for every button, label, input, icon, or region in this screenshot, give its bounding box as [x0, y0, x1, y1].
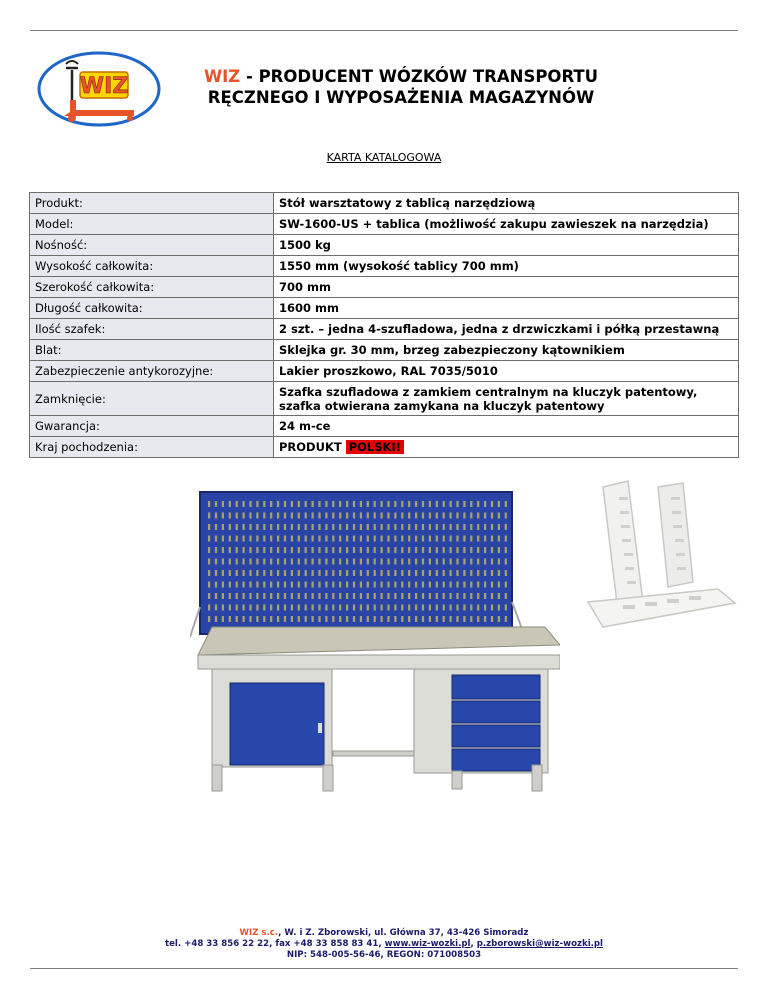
- spec-row: [30, 193, 739, 214]
- workbench-image: [190, 487, 560, 793]
- spec-value: 700 mm: [274, 277, 739, 298]
- footer-phone-fax: tel. +48 33 856 22 22, fax +48 33 858 83 41,: [165, 939, 385, 949]
- origin-text: PRODUKT: [279, 440, 342, 454]
- footer-address: , W. i Z. Zborowski, ul. Główna 37, 43-426 Simoradz: [278, 928, 529, 938]
- spec-row: [30, 256, 739, 277]
- spec-value: 24 m-ce: [274, 416, 739, 437]
- spec-row: [30, 298, 739, 319]
- spec-value: Sklejka gr. 30 mm, brzeg zabezpieczony kątownikiem: [274, 340, 739, 361]
- spec-label: Model:: [30, 214, 274, 235]
- footer-website-link[interactable]: www.wiz-wozki.pl: [384, 939, 471, 949]
- spec-row: [30, 382, 739, 416]
- spec-value: 1500 kg: [274, 235, 739, 256]
- spec-value: 1550 mm (wysokość tablicy 700 mm): [274, 256, 739, 277]
- spec-row: [30, 319, 739, 340]
- spec-label: Szerokość całkowita:: [30, 277, 274, 298]
- spec-row: [30, 340, 739, 361]
- spec-table: [29, 192, 739, 458]
- spec-row: [30, 277, 739, 298]
- spec-value: 2 szt. – jedna 4-szufladowa, jedna z drzwiczkami i półką przestawną: [274, 319, 739, 340]
- logo-text: WIZ: [79, 74, 129, 99]
- spec-value: Szafka szufladowa z zamkiem centralnym na kluczyk patentowy, szafka otwierana zamykana na kluczyk patentowy: [274, 382, 739, 416]
- footer-email-link[interactable]: p.zborowski@wiz-wozki.pl: [476, 939, 603, 949]
- spec-row: [30, 437, 739, 458]
- spec-row: [30, 361, 739, 382]
- spec-label: Blat:: [30, 340, 274, 361]
- spec-value: SW-1600-US + tablica (możliwość zakupu zawieszek na narzędzia): [274, 214, 739, 235]
- spec-label: Nośność:: [30, 235, 274, 256]
- footer: [0, 928, 768, 961]
- spec-row: [30, 214, 739, 235]
- spec-label: Zabezpieczenie antykorozyjne:: [30, 361, 274, 382]
- spec-label: Długość całkowita:: [30, 298, 274, 319]
- origin-highlight: POLSKI!: [346, 440, 404, 454]
- title-brand: WIZ: [203, 67, 241, 86]
- spec-value: Lakier proszkowo, RAL 7035/5010: [274, 361, 739, 382]
- spec-row: [30, 416, 739, 437]
- spec-value-origin: [274, 437, 739, 458]
- spec-label: Kraj pochodzenia:: [30, 437, 274, 458]
- footer-separator: ,: [470, 939, 477, 949]
- spec-label: Zamknięcie:: [30, 382, 274, 416]
- doc-heading: KARTA KATALOGOWA: [326, 151, 442, 164]
- title-rest: - PRODUCENT WÓZKÓW TRANSPORTU: [240, 67, 599, 86]
- tool-hangers-image: [583, 477, 738, 635]
- spec-label: Wysokość całkowita:: [30, 256, 274, 277]
- bottom-rule: [30, 968, 738, 969]
- page-title: [166, 66, 636, 108]
- footer-tax-ids: NIP: 548-005-56-46, REGON: 071008503: [286, 950, 482, 960]
- spec-label: Ilość szafek:: [30, 319, 274, 340]
- spec-value: Stół warsztatowy z tablicą narzędziową: [274, 193, 739, 214]
- spec-label: Produkt:: [30, 193, 274, 214]
- wiz-logo: [36, 50, 162, 128]
- spec-label: Gwarancja:: [30, 416, 274, 437]
- footer-brand: WIZ s.c.: [239, 928, 279, 938]
- spec-row: [30, 235, 739, 256]
- title-line2: RĘCZNEGO I WYPOSAŻENIA MAGAZYNÓW: [207, 88, 595, 107]
- top-rule: [30, 30, 738, 31]
- spec-value: 1600 mm: [274, 298, 739, 319]
